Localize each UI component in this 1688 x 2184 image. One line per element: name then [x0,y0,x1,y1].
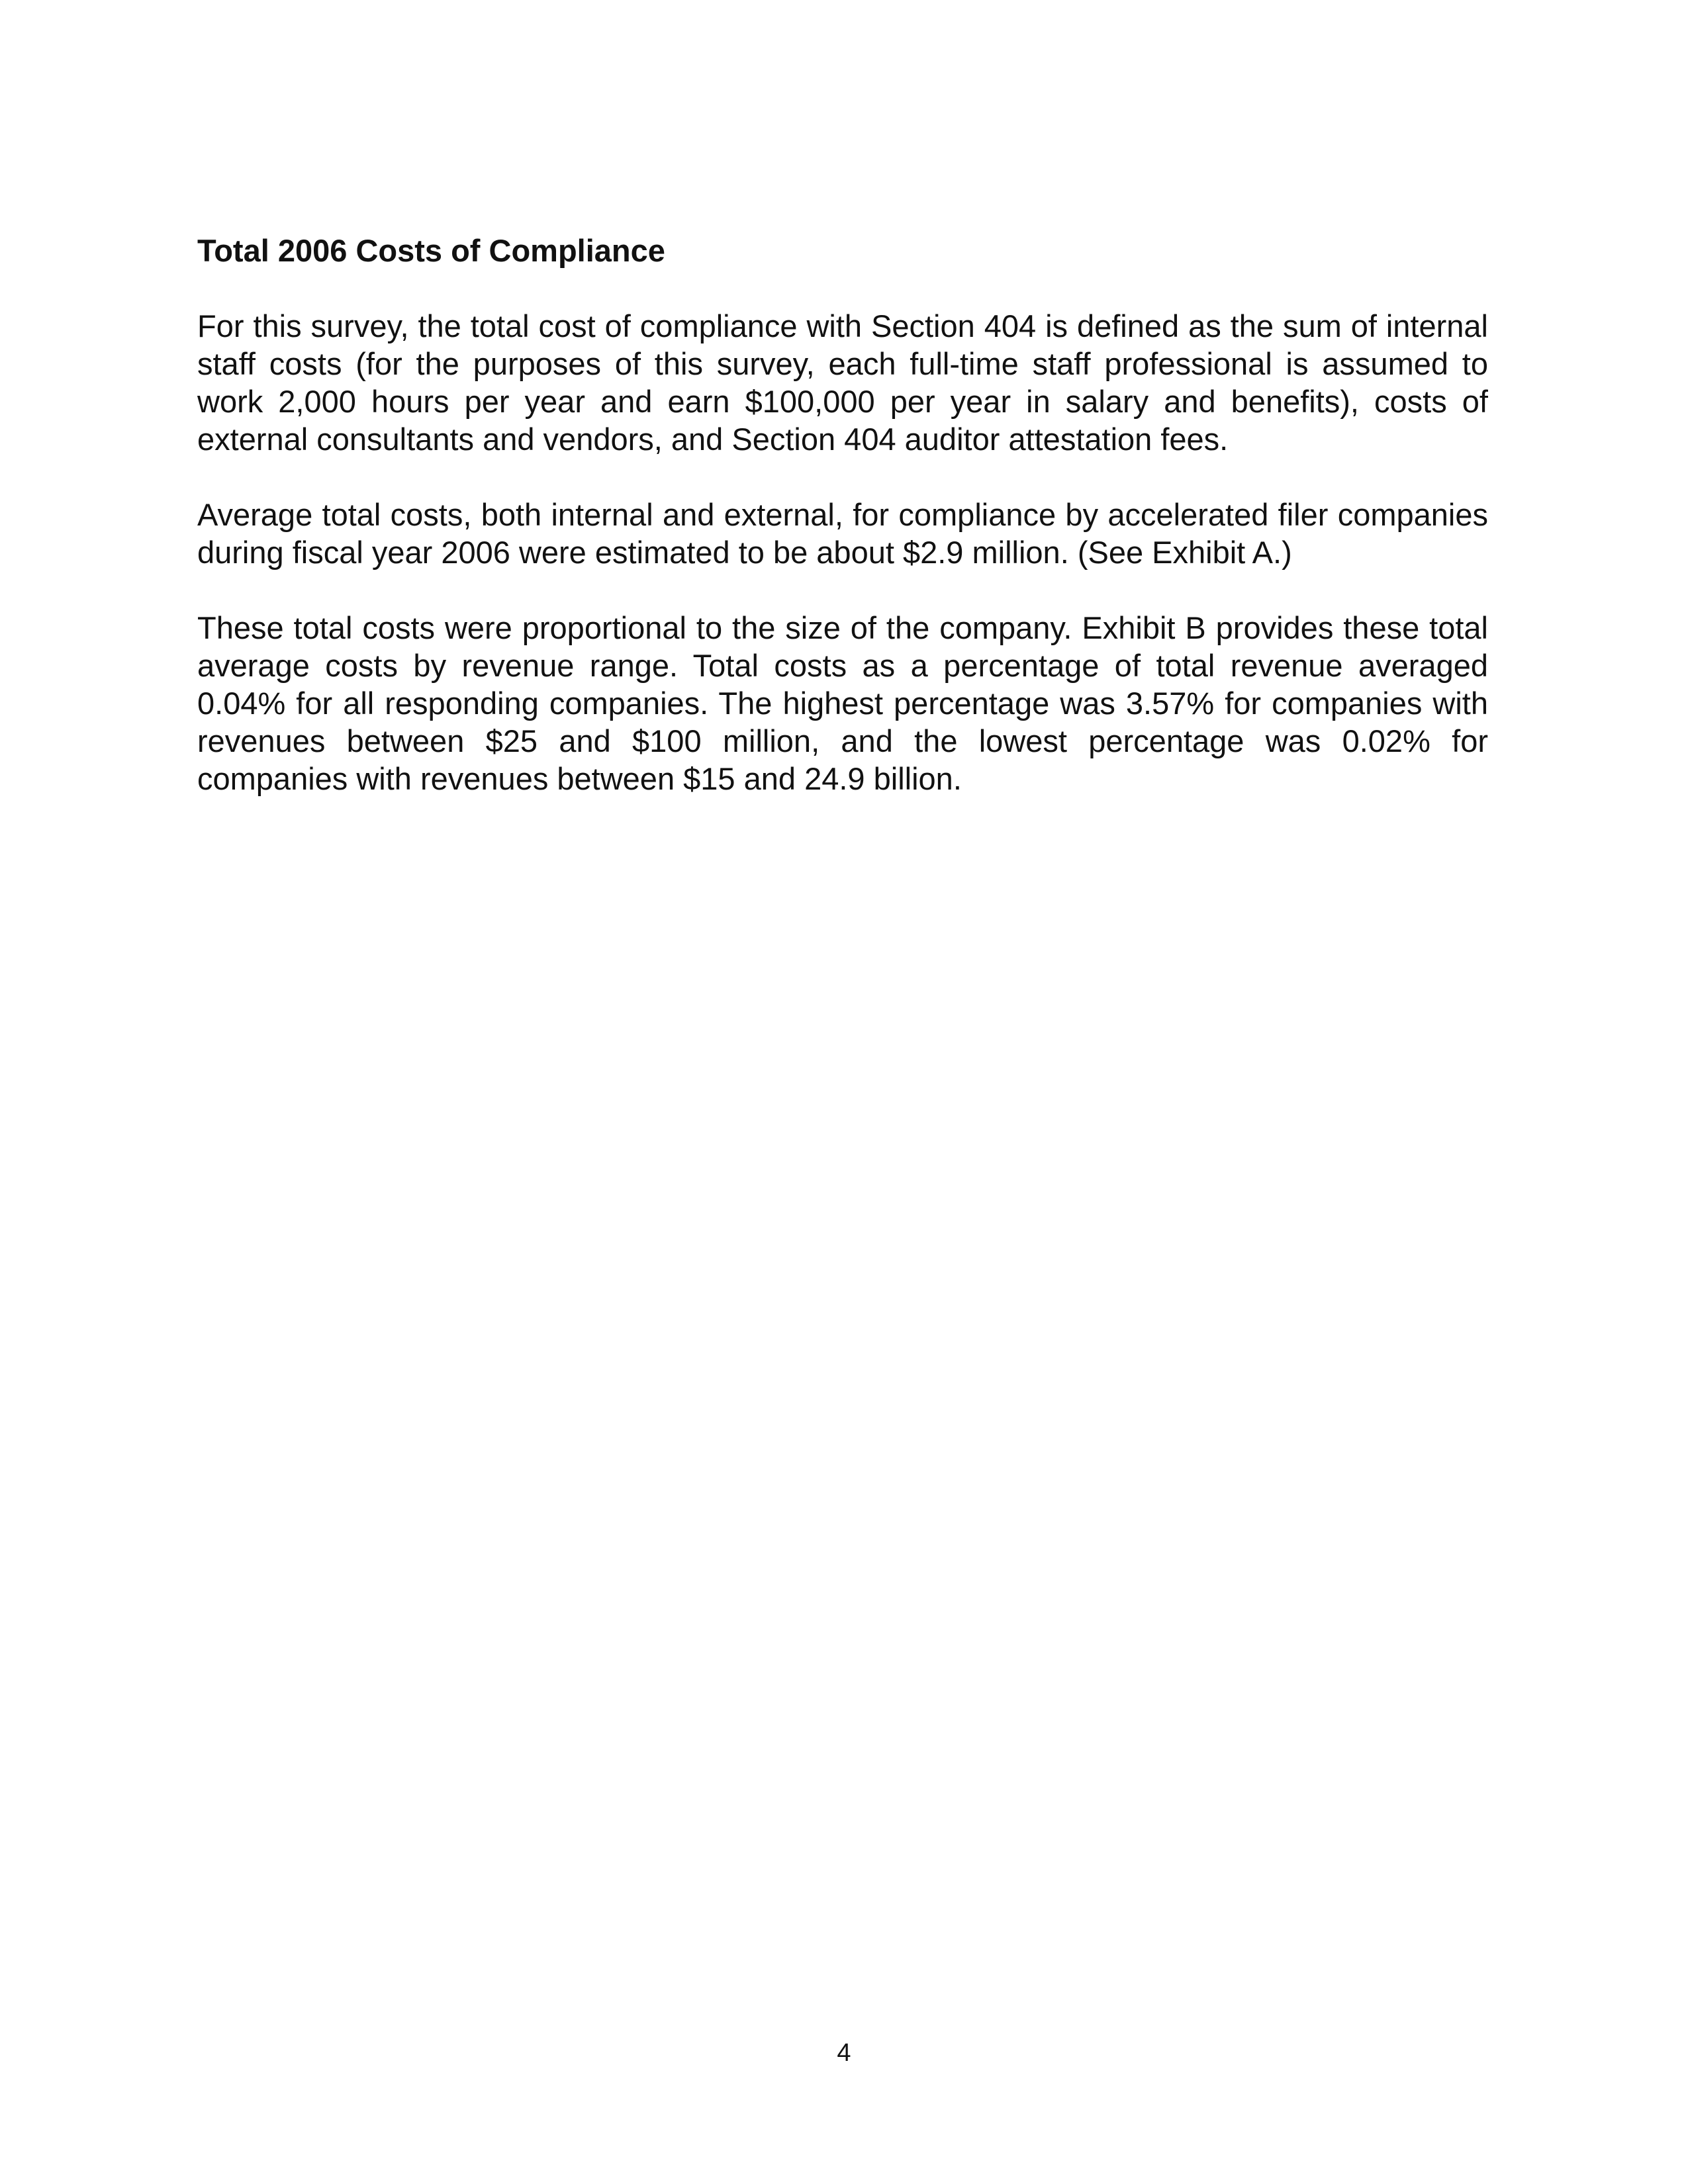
page-number: 4 [837,2039,851,2067]
section-heading: Total 2006 Costs of Compliance [197,233,665,268]
paragraph-proportional-costs: These total costs were proportional to the size of the company. Exhibit B provides these total average costs by revenue range. Total costs as a percentage of total revenue averaged 0.04% for all responding companies. The highest percentage was 3.57% for companies with revenues between $25 and $100 million, and the lowest percentage was 0.02% for companies with revenues between $15 and 24.9 billion. [197,610,1488,796]
paragraph-definition: For this survey, the total cost of compliance with Section 404 is defined as the sum of internal staff costs (for the purposes of this survey, each full-time staff professional is assumed to work 2,000 hours per year and earn $100,000 per year in salary and benefits), costs of external consultants and vendors, and Section 404 auditor attestation fees. [197,308,1488,457]
document-body [197,232,1488,835]
paragraph-average-costs: Average total costs, both internal and external, for compliance by accelerated filer companies during fiscal year 2006 were estimated to be about $2.9 million. (See Exhibit A.) [197,497,1488,570]
